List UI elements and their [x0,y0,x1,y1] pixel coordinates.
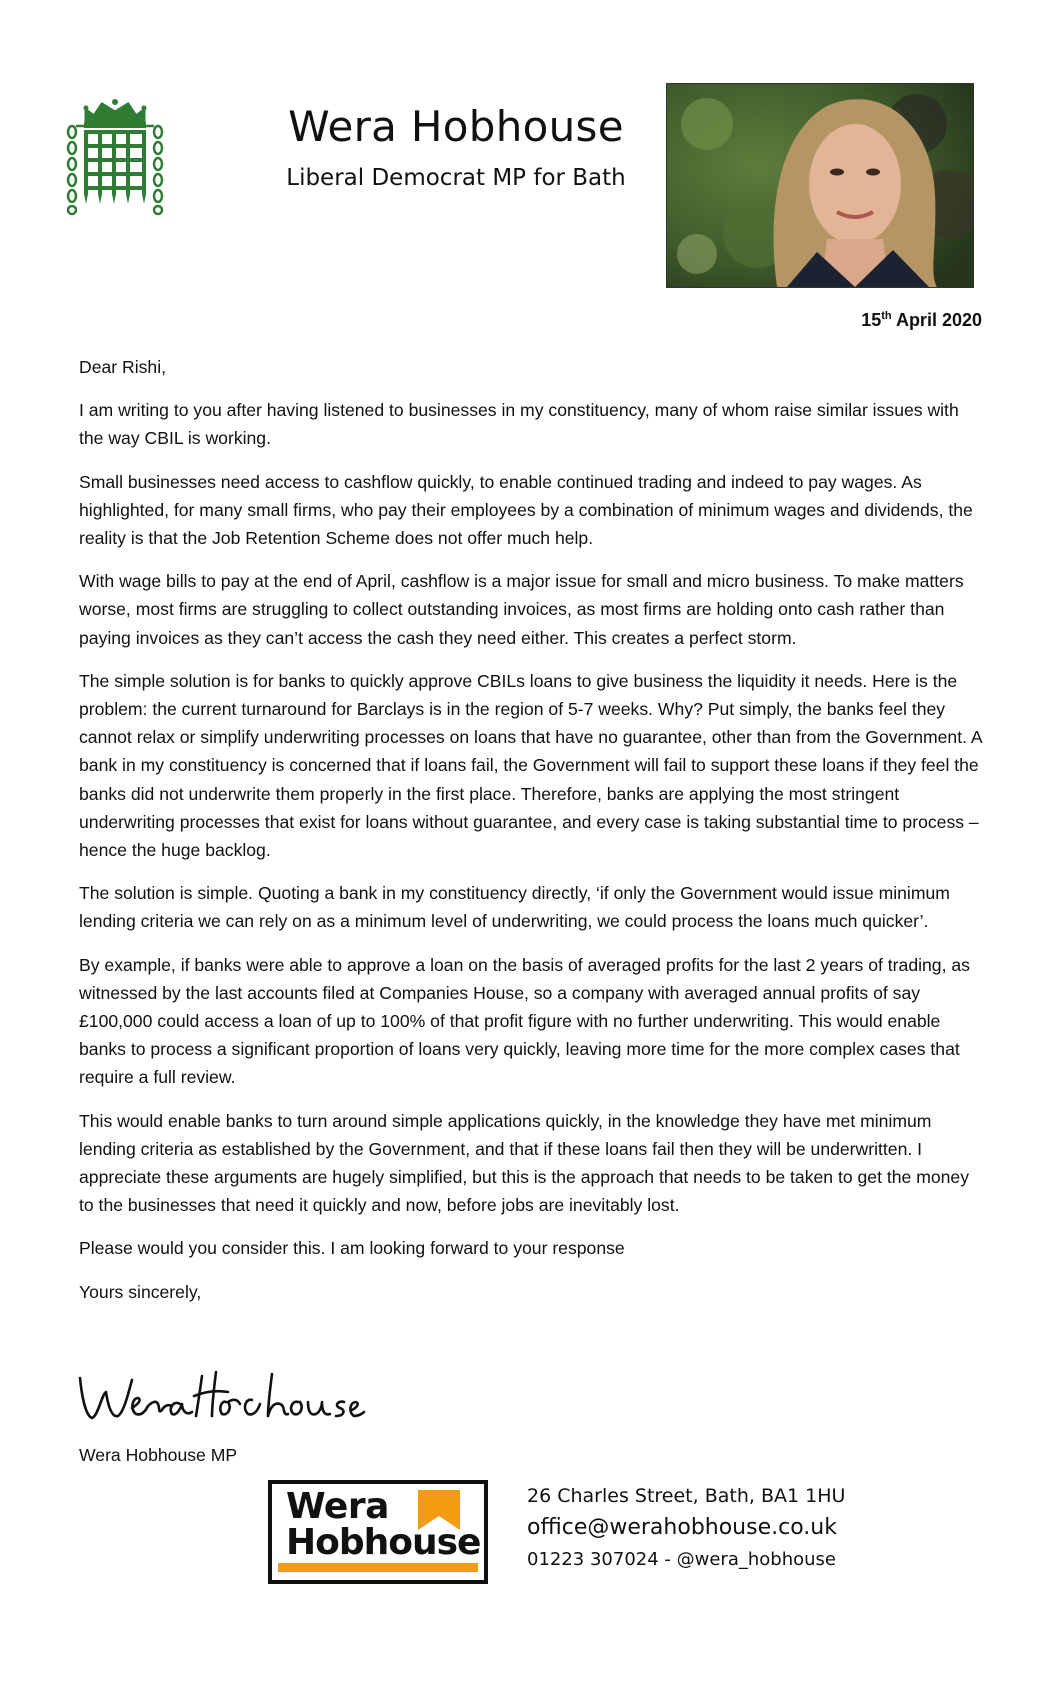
mp-name-heading: Wera Hobhouse [288,102,624,151]
salutation: Dear Rishi, [79,357,167,377]
paragraph: By example, if banks were able to approve a loan on the basis of averaged profits for the last 2 years of trading, as witnessed by the last accounts filed at Companies House, so a company with averaged annual profits of say £100,000 could access a loan of up to 100% of that profit figure with no further underwriting. This would enable banks to process a significant proportion of loans very quickly, leaving more time for the more complex cases that require a full review. [79,954,970,1088]
logo-line-2: Hobhouse [286,1522,481,1563]
paragraph: Please would you consider this. I am looking forward to your response [79,1238,625,1259]
signoff-name: Wera Hobhouse MP [79,1445,238,1465]
closing: Yours sincerely, [79,1281,202,1302]
letter-date [861,310,982,331]
contact-address: 26 Charles Street, Bath, BA1 1HU [527,1485,846,1507]
date-suffix: th [881,310,892,322]
paragraph: Small businesses need access to cashflow quickly, to enable continued trading and indeed to pay wages. As highlighted, for many small firms, who pay their employees by a combination of minimum wages and dividends, the reality is that the Job Retention Scheme does not offer much help. [79,471,973,549]
mp-portrait-photo [666,83,974,288]
bookmark-flag-icon [418,1490,460,1530]
logo-stripe [278,1563,478,1572]
date-day: 15 [861,310,882,330]
paragraph: With wage bills to pay at the end of April, cashflow is a major issue for small and micro business. To make matters worse, most firms are struggling to collect outstanding invoices, as most firms are holding onto cash rather than paying invoices as they can’t access the cash they need either. This creates a perfect storm. [79,571,964,648]
letter-body [79,353,983,1321]
contact-email: office@werahobhouse.co.uk [527,1515,837,1540]
paragraph: The solution is simple. Quoting a bank in my constituency directly, ‘if only the Government would issue minimum lending criteria we can rely on as a minimum level of underwriting, we could process the loans much quicker’. [79,883,950,932]
paragraph: The simple solution is for banks to quickly approve CBILs loans to give business the liquidity it needs. Here is the problem: the current turnaround for Barclays is in the region of 5-7 weeks. Why? Put simply, the banks feel they cannot relax or simplify underwriting processes on loans that have no guarantee, other than from the Government. A bank in my constituency is concerned that if loans fail, the Government will fail to support these loans if they feel the banks did not underwrite them properly in the first place. Therefore, banks are applying the most stringent underwriting processes that exist for loans without guarantee, and every case is taking substantial time to process – hence the huge backlog. [79,670,982,861]
date-month-year: April 2020 [891,310,982,330]
mp-role-subheading: Liberal Democrat MP for Bath [286,165,626,191]
contact-phone-social: 01223 307024 - @wera_hobhouse [527,1549,836,1570]
paragraph: I am writing to you after having listened to businesses in my constituency, many of whom raise similar issues with the way CBIL is working. [79,400,959,449]
paragraph: This would enable banks to turn around simple applications quickly, in the knowledge they have met minimum lending criteria as established by the Government, and that if these loans fail then they will be underwritten. I appreciate these arguments are hugely simplified, but this is the approach that needs to be taken to get the money to the businesses that need it quickly and now, before jobs are inevitably lost. [79,1110,970,1216]
handwritten-signature [76,1358,366,1430]
contact-details [527,1481,845,1575]
campaign-logo [268,1480,488,1584]
logo-line-1: Wera [286,1486,389,1527]
portcullis-icon [64,96,166,217]
